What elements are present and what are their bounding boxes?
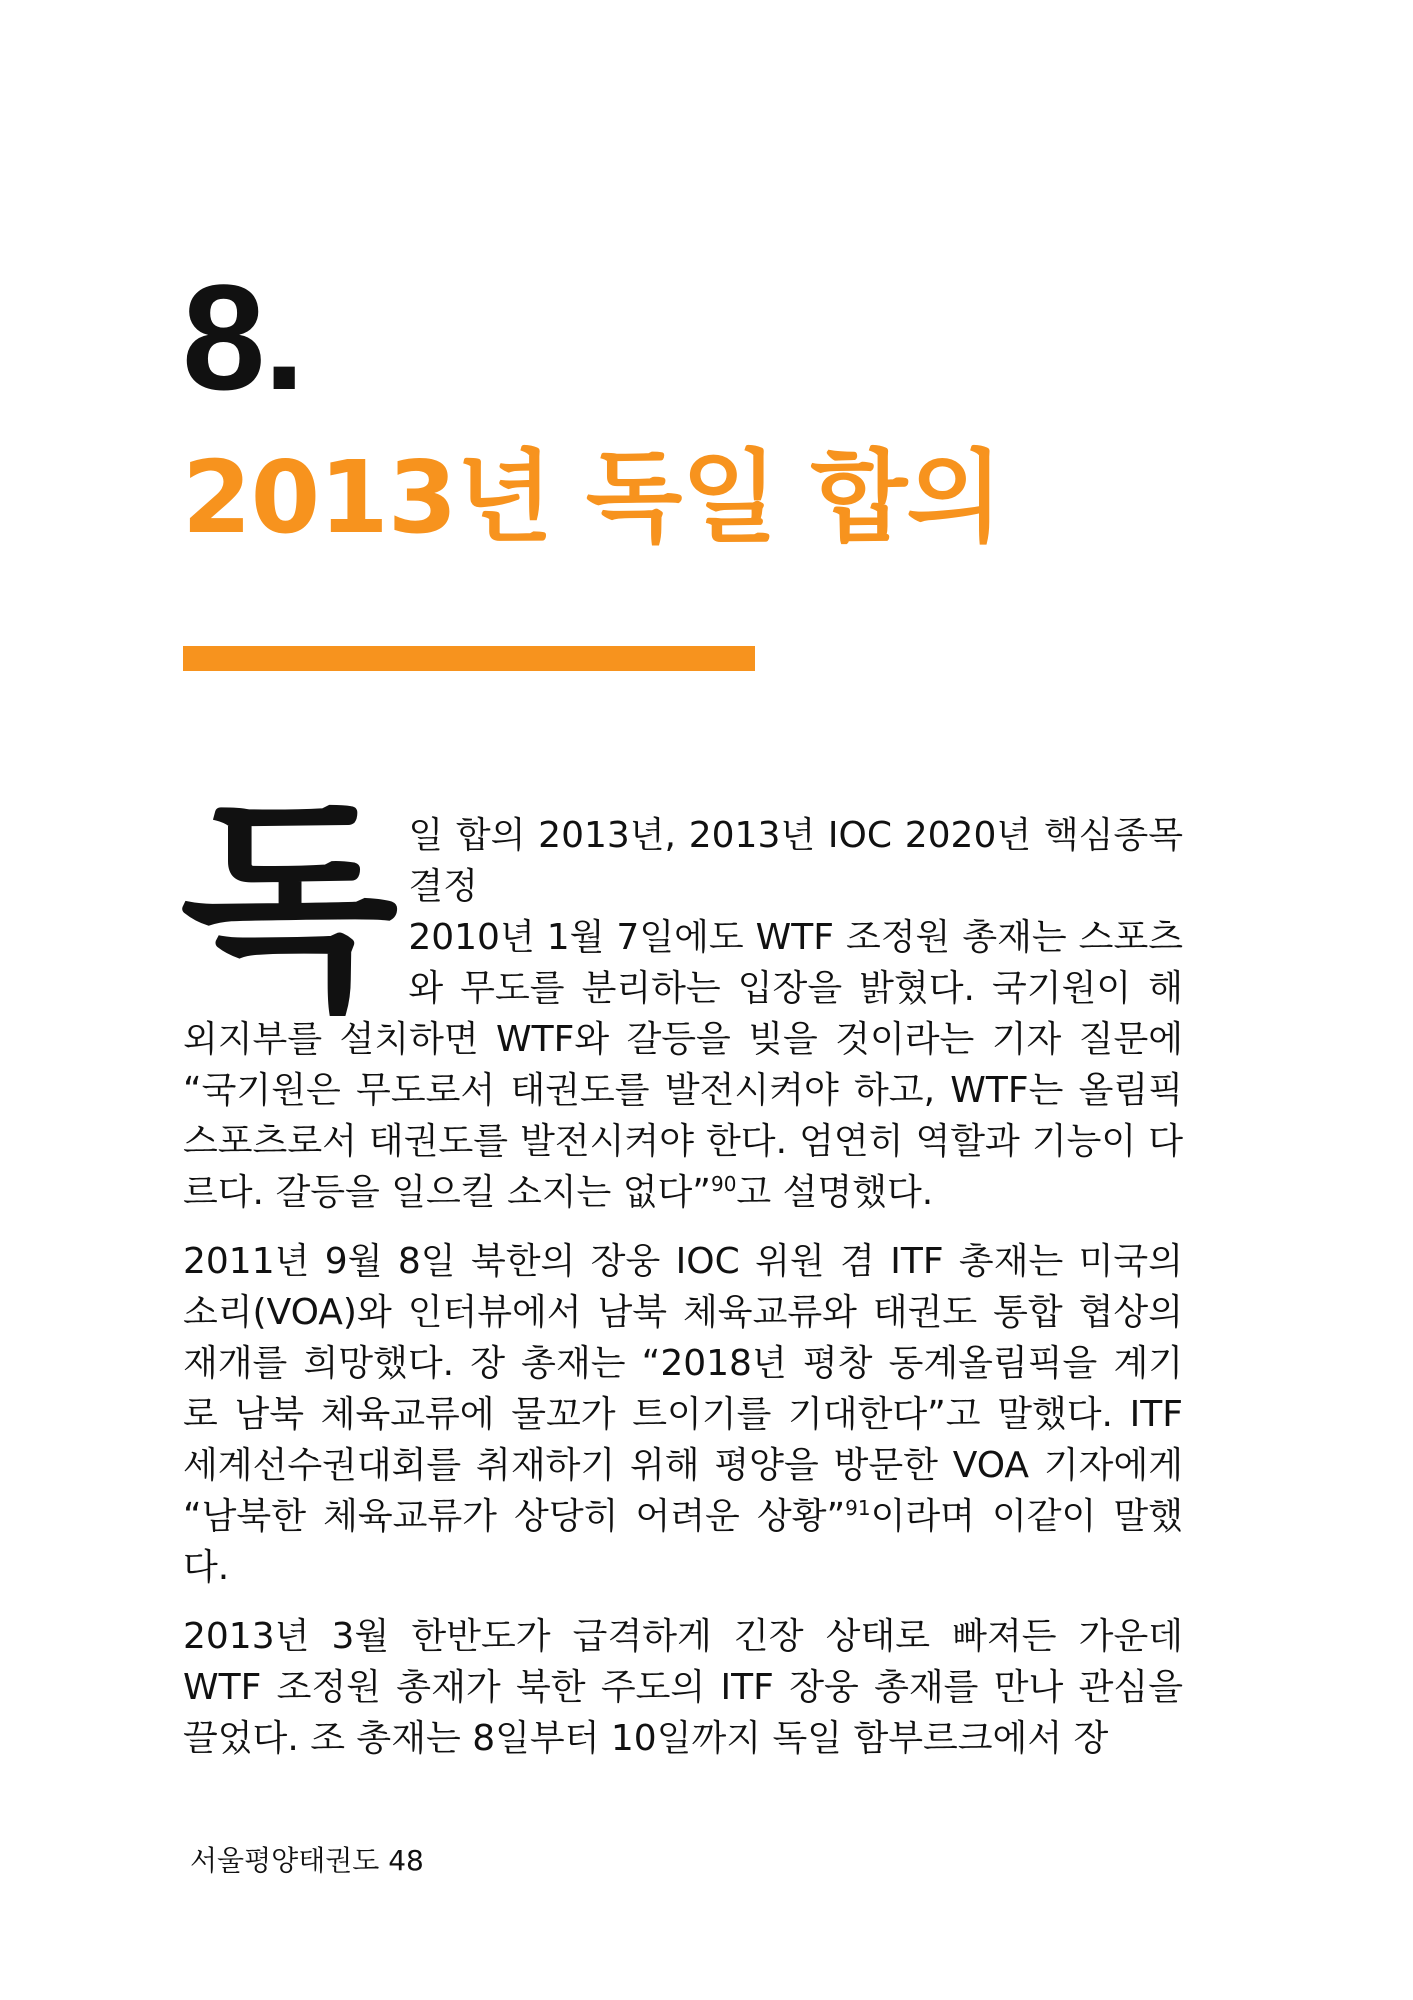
article-body <box>180 777 1183 1782</box>
footnote-ref-90[interactable]: 90 <box>710 1172 737 1196</box>
paragraph-3 <box>183 1611 1183 1764</box>
paragraph-1-tail: 고 설명했다. <box>736 1172 934 1213</box>
paragraph-1-heading: 일 합의 2013년, 2013년 IOC 2020년 핵심종목 결정 <box>408 815 1183 907</box>
paragraph-1 <box>180 777 1183 1218</box>
paragraph-2-text: 2011년 9월 8일 북한의 장웅 IOC 위원 겸 ITF 총재는 미국의 소리(VOA)와 인터뷰에서 남북 체육교류와 태권도 통합 협상의 재개를 희망했다. 장 총재는 “2018년 평창 동계올림픽을 계기로 남북 체육교류에 물꼬가 트이기를 기대한다”고 말했다. ITF 세계선수권대회를 취재하기 위해 평양을 방문한 VOA 기자에게 “남북한 체육교류가 상당히 어려운 상황” <box>183 1241 1183 1537</box>
page-footer: 서울평양태권도 48 <box>190 1844 424 1877</box>
chapter-number: 8. <box>182 253 304 421</box>
paragraph-1-text: 2010년 1월 7일에도 WTF 조정원 총재는 스포츠와 무도를 분리하는 입장을 밝혔다. 국기원이 해외지부를 설치하면 WTF와 갈등을 빚을 것이라는 기자 질문에 “국기원은 무도로서 태권도를 발전시켜야 하고, WTF는 올림픽 스포츠로서 태권도를 발전시켜야 한다. 엄연히 역할과 기능이 다르다. 갈등을 일으킬 소지는 없다” <box>183 917 1183 1213</box>
paragraph-2 <box>183 1236 1183 1593</box>
chapter-title: 2013년 독일 합의 <box>182 439 1002 556</box>
paragraph-2-tail: 이라며 이같이 말했다. <box>183 1496 1183 1588</box>
drop-cap: 독 <box>180 777 399 1040</box>
title-underline-bar <box>183 646 755 671</box>
footnote-ref-91[interactable]: 91 <box>845 1496 871 1520</box>
paragraph-3-text: 2013년 3월 한반도가 급격하게 긴장 상태로 빠져든 가운데 WTF 조정원 총재가 북한 주도의 ITF 장웅 총재를 만나 관심을 끌었다. 조 총재는 8일부터 10일까지 독일 함부르크에서 장 <box>183 1616 1183 1759</box>
